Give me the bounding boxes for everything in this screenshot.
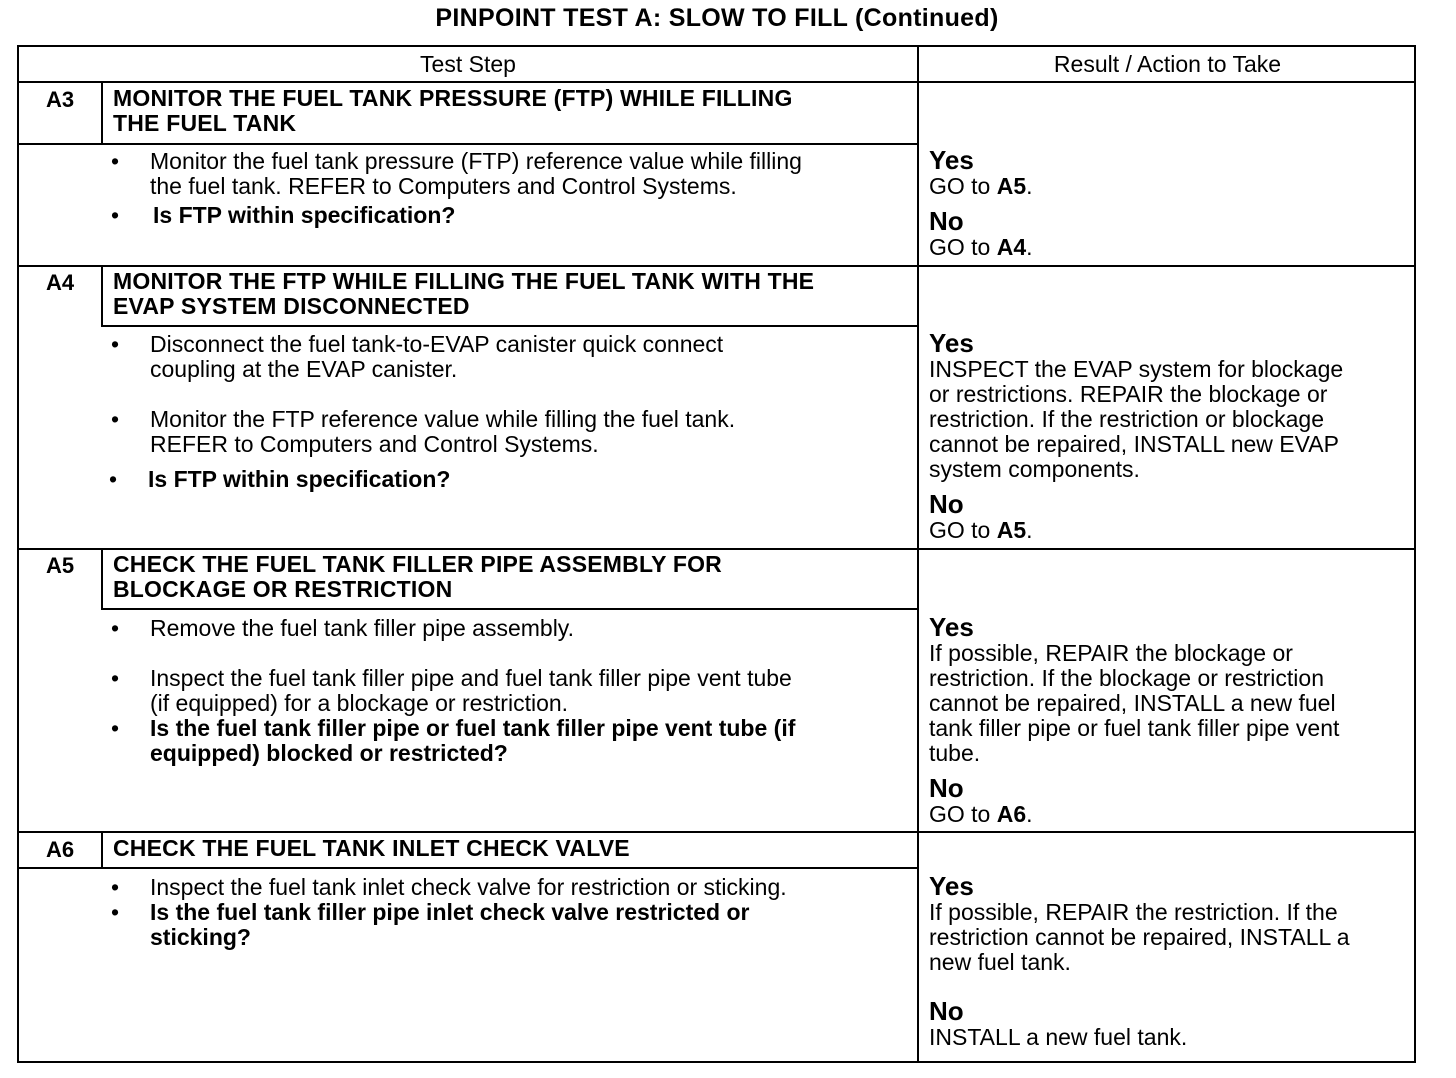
heading-rule	[19, 143, 917, 145]
step-id: A4	[45, 270, 75, 295]
yes-label: Yes	[929, 871, 974, 901]
no-label: No	[929, 206, 964, 236]
bullet-line: the fuel tank. REFER to Computers and Control Systems.	[150, 173, 737, 199]
heading-rule	[101, 608, 917, 610]
step-ref: A5	[996, 173, 1027, 199]
result-line: restriction cannot be repaired, INSTALL a	[929, 924, 1350, 950]
result-line: tube.	[929, 740, 981, 766]
column-divider	[917, 47, 919, 1063]
no-label: No	[929, 773, 964, 803]
row-rule	[19, 831, 1416, 833]
heading-line: CHECK THE FUEL TANK FILLER PIPE ASSEMBLY FOR	[113, 551, 722, 577]
row-rule	[19, 548, 1416, 550]
result-no: No GO to A4.	[929, 207, 1409, 260]
result-line: or restrictions. REPAIR the blockage or	[929, 381, 1328, 407]
bullet-icon: •	[111, 874, 120, 900]
bullet-line: Disconnect the fuel tank-to-EVAP canister quick connect	[150, 331, 724, 357]
bullet-line: (if equipped) for a blockage or restriction.	[150, 690, 569, 716]
result-line: INSTALL a new fuel tank.	[929, 1024, 1188, 1050]
header-rule	[19, 81, 1416, 83]
page-title: PINPOINT TEST A: SLOW TO FILL (Continued)	[435, 4, 999, 32]
yes-label: Yes	[929, 145, 974, 175]
step-ref: A5	[996, 517, 1027, 543]
heading-line: CHECK THE FUEL TANK INLET CHECK VALVE	[113, 835, 630, 861]
header-test-step: Test Step	[420, 51, 516, 77]
step-heading	[113, 836, 903, 861]
heading-line: MONITOR THE FUEL TANK PRESSURE (FTP) WHILE FILLING	[113, 85, 793, 111]
result-line: If possible, REPAIR the blockage or	[929, 640, 1293, 666]
step-id: A5	[45, 553, 75, 578]
row-rule	[19, 265, 1416, 267]
result-line: restriction. If the blockage or restriction	[929, 665, 1324, 691]
bullet-icon: •	[111, 202, 120, 228]
question-line: sticking?	[150, 924, 251, 950]
result-no: No GO to A6.	[929, 774, 1409, 827]
result-yes	[929, 872, 1409, 975]
heading-rule	[101, 325, 917, 327]
bullet-icon: •	[111, 665, 120, 691]
result-yes	[929, 329, 1409, 482]
no-label: No	[929, 489, 964, 519]
bullet-icon: •	[111, 899, 120, 925]
header-result-action: Result / Action to Take	[1053, 51, 1282, 77]
step-ref: A4	[996, 234, 1027, 260]
result-yes: Yes GO to A5.	[929, 146, 1409, 199]
heading-line: THE FUEL TANK	[113, 110, 297, 136]
result-line: tank filler pipe or fuel tank filler pipe vent	[929, 715, 1340, 741]
bullet-line: Remove the fuel tank filler pipe assembly.	[150, 615, 574, 641]
result-line: If possible, REPAIR the restriction. If the	[929, 899, 1338, 925]
result-line: GO to	[929, 517, 997, 543]
result-line: GO to	[929, 173, 997, 199]
step-ref: A6	[996, 801, 1027, 827]
question-line: Is FTP within specification?	[153, 202, 456, 228]
result-no	[929, 997, 1409, 1050]
step-heading	[113, 86, 903, 136]
step-id-divider	[101, 833, 103, 869]
result-line: restriction. If the restriction or blockage	[929, 406, 1324, 432]
heading-line: EVAP SYSTEM DISCONNECTED	[113, 293, 470, 319]
bullet-icon: •	[111, 331, 120, 357]
yes-label: Yes	[929, 328, 974, 358]
result-line: cannot be repaired, INSTALL new EVAP	[929, 431, 1339, 457]
heading-line: BLOCKAGE OR RESTRICTION	[113, 576, 453, 602]
heading-line: MONITOR THE FTP WHILE FILLING THE FUEL TANK WITH THE	[113, 268, 815, 294]
bullet-line: Monitor the FTP reference value while filling the fuel tank.	[150, 406, 736, 432]
heading-rule	[19, 867, 917, 869]
step-id: A3	[45, 87, 75, 112]
result-line: INSPECT the EVAP system for blockage	[929, 356, 1344, 382]
bullet-icon: •	[111, 615, 120, 641]
question-line: Is the fuel tank filler pipe inlet check valve restricted or	[150, 899, 750, 925]
step-id-divider	[101, 550, 103, 610]
step-id-divider	[101, 267, 103, 327]
result-line: system components.	[929, 456, 1140, 482]
bullet-line: REFER to Computers and Control Systems.	[150, 431, 599, 457]
bullet-line: coupling at the EVAP canister.	[150, 356, 458, 382]
question-line: equipped) blocked or restricted?	[150, 740, 508, 766]
bullet-icon: •	[109, 466, 118, 492]
result-line: GO to	[929, 801, 997, 827]
result-yes	[929, 613, 1409, 766]
no-label: No	[929, 996, 964, 1026]
bullet-icon: •	[111, 148, 120, 174]
question-line: Is the fuel tank filler pipe or fuel tank filler pipe vent tube (if	[150, 715, 796, 741]
bullet-line: Inspect the fuel tank inlet check valve for restriction or sticking.	[150, 874, 787, 900]
step-heading	[113, 269, 903, 319]
step-id: A6	[45, 837, 75, 862]
result-no: No GO to A5.	[929, 490, 1409, 543]
yes-label: Yes	[929, 612, 974, 642]
result-line: new fuel tank.	[929, 949, 1071, 975]
bullet-icon: •	[111, 715, 120, 741]
result-line: cannot be repaired, INSTALL a new fuel	[929, 690, 1336, 716]
step-id-divider	[101, 83, 103, 145]
bullet-line: Inspect the fuel tank filler pipe and fuel tank filler pipe vent tube	[150, 665, 792, 691]
bullet-icon: •	[111, 406, 120, 432]
pinpoint-test-table	[17, 45, 1416, 1063]
question-line: Is FTP within specification?	[148, 466, 451, 492]
bullet-line: Monitor the fuel tank pressure (FTP) reference value while filling	[150, 148, 802, 174]
result-line: GO to	[929, 234, 997, 260]
step-heading	[113, 552, 903, 602]
